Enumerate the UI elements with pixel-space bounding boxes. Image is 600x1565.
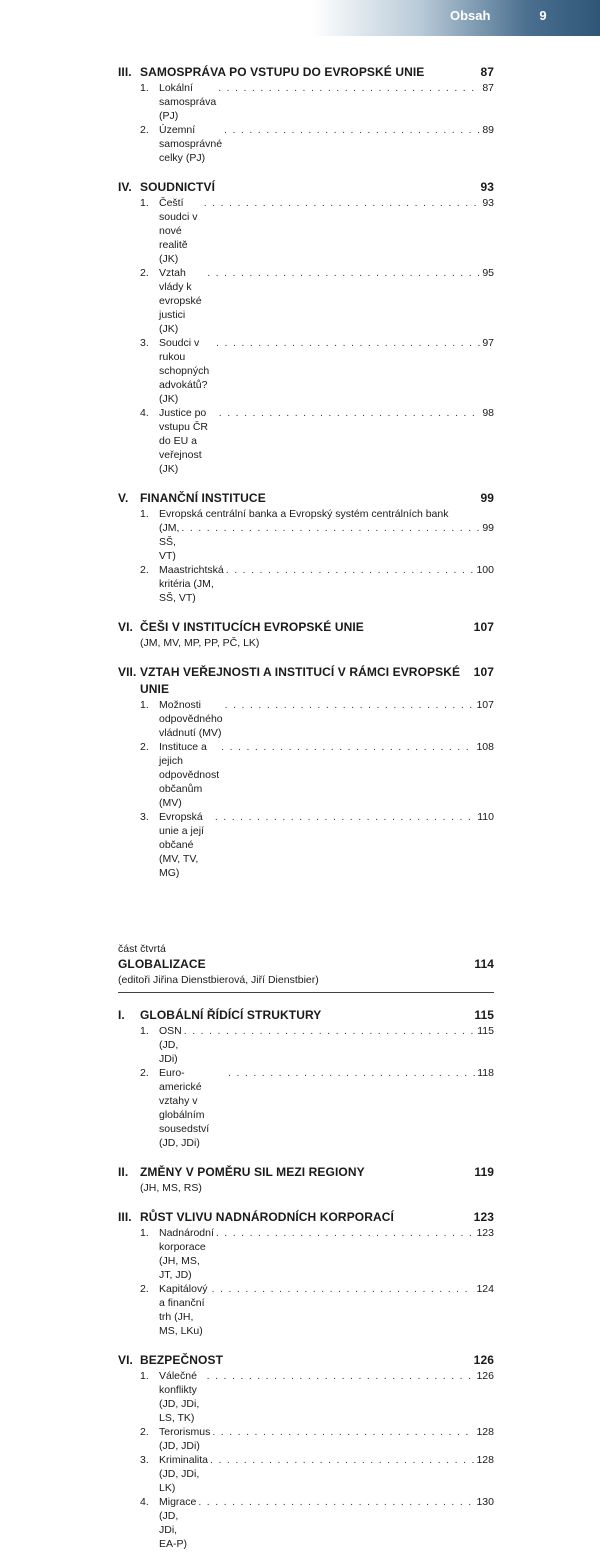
section-heading[interactable]: VI. ČEŠI V INSTITUCÍCH EVROPSKÉ UNIE 107 bbox=[118, 620, 494, 634]
section-heading[interactable]: VI. BEZPEČNOST 126 bbox=[118, 1353, 494, 1367]
section-heading[interactable]: IV. SOUDNICTVÍ 93 bbox=[118, 180, 494, 194]
toc-item[interactable]: 1. OSN (JD, JDi) . . . 115 bbox=[118, 1024, 494, 1066]
toc-item[interactable]: 1. Možnosti odpovědného vládnutí (MV) . . . 107 bbox=[118, 698, 494, 740]
table-of-contents bbox=[118, 64, 494, 1565]
toc-item[interactable]: 1. Válečné konflikty (JD, JDi, LS, TK) . . . 126 bbox=[118, 1369, 494, 1425]
toc-item[interactable]: 4. Justice po vstupu ČR do EU a veřejnost (JK) . . . 98 bbox=[118, 406, 494, 476]
toc-item[interactable]: 2. Vztah vlády k evropské justici (JK) . . . 95 bbox=[118, 266, 494, 336]
section-heading[interactable]: I. GLOBÁLNÍ ŘÍDÍCÍ STRUKTURY 115 bbox=[118, 1008, 494, 1022]
divider bbox=[118, 992, 494, 993]
section-heading[interactable]: V. FINANČNÍ INSTITUCE 99 bbox=[118, 491, 494, 505]
section-authors: (JM, MV, MP, PP, PČ, LK) bbox=[140, 637, 260, 649]
section-heading[interactable]: VII. VZTAH VEŘEJNOSTI A INSTITUCÍ V RÁMCI EVROPSKÉ UNIE 107 bbox=[118, 665, 494, 696]
toc-item[interactable]: 1. Lokální samospráva (PJ) . . . 87 bbox=[118, 81, 494, 123]
toc-item[interactable]: 2. Euro-americké vztahy v globálním sousedství (JD, JDi) . . . 118 bbox=[118, 1066, 494, 1150]
section-authors: (JH, MS, RS) bbox=[140, 1182, 202, 1194]
toc-item[interactable]: 1. Nadnárodní korporace (JH, MS, JT, JD) . . . 123 bbox=[118, 1226, 494, 1282]
toc-item-continuation[interactable]: (JM, SŠ, VT) . . . 99 bbox=[118, 521, 494, 563]
section-heading[interactable]: III. SAMOSPRÁVA PO VSTUPU DO EVROPSKÉ UNIE 87 bbox=[118, 65, 494, 79]
toc-item[interactable]: 3. Kriminalita (JD, JDi, LK) . . . 128 bbox=[118, 1453, 494, 1495]
toc-section bbox=[118, 1164, 494, 1195]
part-heading bbox=[118, 942, 494, 993]
section-heading[interactable]: III. RŮST VLIVU NADNÁRODNÍCH KORPORACÍ 123 bbox=[118, 1210, 494, 1224]
toc-section bbox=[118, 1352, 494, 1551]
toc-section bbox=[118, 490, 494, 605]
toc-item[interactable]: 2. Instituce a jejich odpovědnost občanům (MV) . . . 108 bbox=[118, 740, 494, 810]
part-title-row[interactable]: GLOBALIZACE 114 bbox=[118, 957, 494, 971]
toc-item[interactable]: 4. Migrace (JD, JDi, EA-P) . . . 130 bbox=[118, 1495, 494, 1551]
toc-item[interactable]: 2. Kapitálový a finanční trh (JH, MS, LKu) . . . 124 bbox=[118, 1282, 494, 1338]
toc-item[interactable]: 3. Soudci v rukou schopných advokátů? (JK) . . . 97 bbox=[118, 336, 494, 406]
toc-item[interactable]: 1. Čeští soudci v nové realitě (JK) . . . 93 bbox=[118, 196, 494, 266]
part-editors: (editoři Jiřina Dienstbierová, Jiří Dienstbier) bbox=[118, 974, 319, 986]
header-title: Obsah bbox=[450, 8, 491, 23]
header-page-number: 9 bbox=[539, 8, 547, 23]
toc-item[interactable]: 2. Terorismus (JD, JDi) . . . 128 bbox=[118, 1425, 494, 1453]
toc-section bbox=[118, 664, 494, 880]
toc-section bbox=[118, 619, 494, 650]
toc-item[interactable]: 1. Evropská centrální banka a Evropský systém centrálních bank bbox=[140, 508, 449, 520]
toc-item[interactable]: 2. Územní samosprávné celky (PJ) . . . 89 bbox=[118, 123, 494, 165]
toc-section bbox=[118, 1209, 494, 1338]
toc-section bbox=[118, 64, 494, 165]
header-band bbox=[0, 0, 600, 36]
toc-item[interactable]: 2. Maastrichtská kritéria (JM, SŠ, VT) . . . 100 bbox=[118, 563, 494, 605]
part-label: část čtvrtá bbox=[118, 943, 166, 955]
toc-section bbox=[118, 179, 494, 476]
toc-section bbox=[118, 1007, 494, 1150]
section-heading[interactable]: II. ZMĚNY V POMĚRU SIL MEZI REGIONY 119 bbox=[118, 1165, 494, 1179]
toc-item[interactable]: 3. Evropská unie a její občané (MV, TV, MG) . . . 110 bbox=[118, 810, 494, 880]
